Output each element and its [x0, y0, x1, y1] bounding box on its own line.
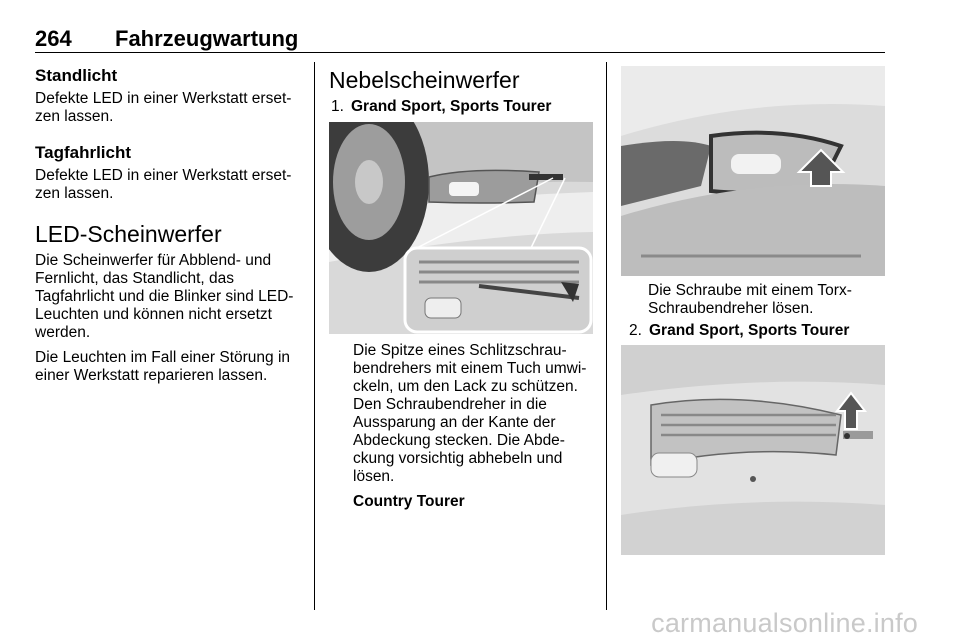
text-tagfahrlicht: Defekte LED in einer Werkstatt erset-zen lassen. — [35, 167, 292, 202]
column-middle-lower — [353, 342, 595, 518]
step-2-number: 2. — [629, 322, 642, 339]
watermark: carmanualsonline.info — [651, 608, 918, 638]
column-right — [648, 282, 888, 325]
page-title: Fahrzeugwartung — [115, 26, 299, 51]
step-1-number: 1. — [331, 98, 344, 115]
figure-fog-light-grand-sport-2 — [621, 345, 885, 555]
step-2-label: Grand Sport, Sports Tourer — [649, 322, 850, 339]
text-fog-step-1: Die Spitze eines Schlitzschrau-bendrehers mit einem Tuch umwi-ckeln, um den Lack zu schützen. Den Schraubendreher in die Aussparung an der Kante der Abdeckung stecken. Die Abde-ckung vorsichtig abhebeln und lösen. — [353, 342, 587, 485]
page-number: 264 — [35, 26, 72, 51]
column-left — [35, 66, 301, 392]
column-right-step — [627, 322, 887, 340]
step-2 — [627, 322, 887, 340]
heading-tagfahrlicht: Tagfahrlicht — [35, 143, 132, 162]
step-1 — [329, 98, 595, 116]
text-standlicht: Defekte LED in einer Werkstatt erset-zen lassen. — [35, 90, 292, 125]
text-fog-torx: Die Schraube mit einem Torx-Schraubendreher lösen. — [648, 282, 852, 317]
column-middle — [329, 66, 595, 116]
column-divider-2 — [606, 62, 607, 610]
step-1-label: Grand Sport, Sports Tourer — [351, 98, 552, 115]
figure-fog-light-grand-sport — [329, 122, 593, 334]
heading-standlicht: Standlicht — [35, 66, 118, 85]
text-led-1: Die Scheinwerfer für Abblend- und Fernlicht, das Standlicht, das Tagfahrlicht und die Blinker sind LED-Leuchten und können nicht ersetzt werden. — [35, 252, 294, 341]
header-rule — [35, 52, 885, 53]
heading-nebelscheinwerfer: Nebelscheinwerfer — [329, 67, 520, 93]
subheading-country-tourer: Country Tourer — [353, 493, 465, 510]
heading-led-scheinwerfer: LED-Scheinwerfer — [35, 221, 222, 247]
text-led-2: Die Leuchten im Fall einer Störung in einer Werkstatt reparieren lassen. — [35, 349, 291, 384]
figure-fog-light-country-tourer — [621, 66, 885, 276]
column-divider-1 — [314, 62, 315, 610]
